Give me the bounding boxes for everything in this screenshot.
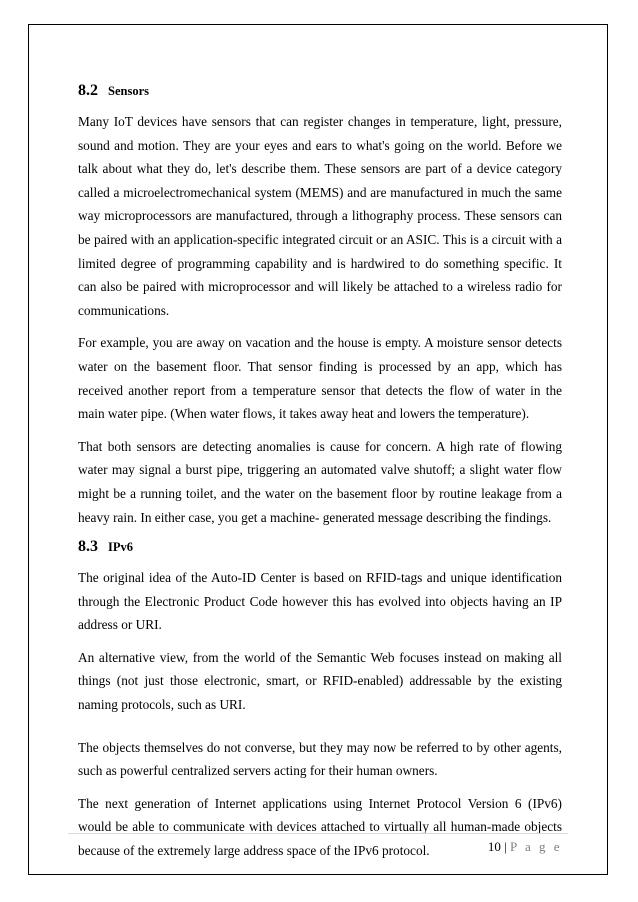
section-heading-sensors (78, 82, 562, 100)
paragraph: Many IoT devices have sensors that can register changes in temperature, light, pressure, sound and motion. They are your eyes and ears to what's going on the world. Before we talk about what they do, let's describe them. These sensors are part of a device category called a microelectromechanical system (MEMS) and are manufactured in much the same way microprocessors are manufactured, through a lithography process. These sensors can be paired with an application-specific integrated circuit or an ASIC. This is a circuit with a limited degree of programming capability and is hardwired to do something specific. It can also be paired with microprocessor and will likely be attached to a wireless radio for communications. (78, 114, 562, 318)
page-footer (488, 839, 562, 855)
section-number: 8.2 (78, 82, 98, 99)
paragraph: That both sensors are detecting anomalies is cause for concern. A high rate of flowing water may signal a burst pipe, triggering an automated valve shutoff; a slight water flow might be a running toilet, and the water on the basement floor by routine leakage from a heavy rain. In either case, you get a machine- generated message describing the findings. (78, 438, 562, 525)
section-number: 8.3 (78, 538, 98, 556)
paragraph: An alternative view, from the world of the Semantic Web focuses instead on making all things (not just those electronic, smart, or RFID-enabled) addressable by the existing naming protocols, such as URI. (78, 649, 562, 713)
paragraph: For example, you are away on vacation and the house is empty. A moisture sensor detects water on the basement floor. That sensor finding is processed by an app, which has received another report from a temperature sensor that detects the flow of water in the main water pipe. (When water flows, it takes away heat and lowers the temperature). (78, 335, 562, 422)
section-heading-ipv6 (78, 538, 562, 556)
document-body (78, 82, 562, 872)
paragraph: The objects themselves do not converse, but they may now be referred to by other agents, such as powerful centralized servers acting for their human owners. (78, 739, 562, 779)
page-label: P a g e (509, 839, 562, 854)
page-number: 10 (487, 839, 501, 854)
paragraph: The original idea of the Auto-ID Center is based on RFID-tags and unique identification through the Electronic Product Code however this has evolved into objects having an IP address or URI. (78, 570, 562, 633)
section-title: Sensors (108, 84, 149, 98)
paragraph-gap (78, 726, 562, 736)
footer-separator: | (504, 839, 507, 854)
paragraph: The next generation of Internet applications using Internet Protocol Version 6 (IPv6) would be able to communicate with devices attached to virtually all human-made objects because of the extremely large address space of the IPv6 protocol. (78, 795, 562, 859)
section-title: IPv6 (108, 540, 133, 555)
footer-divider (68, 833, 568, 834)
